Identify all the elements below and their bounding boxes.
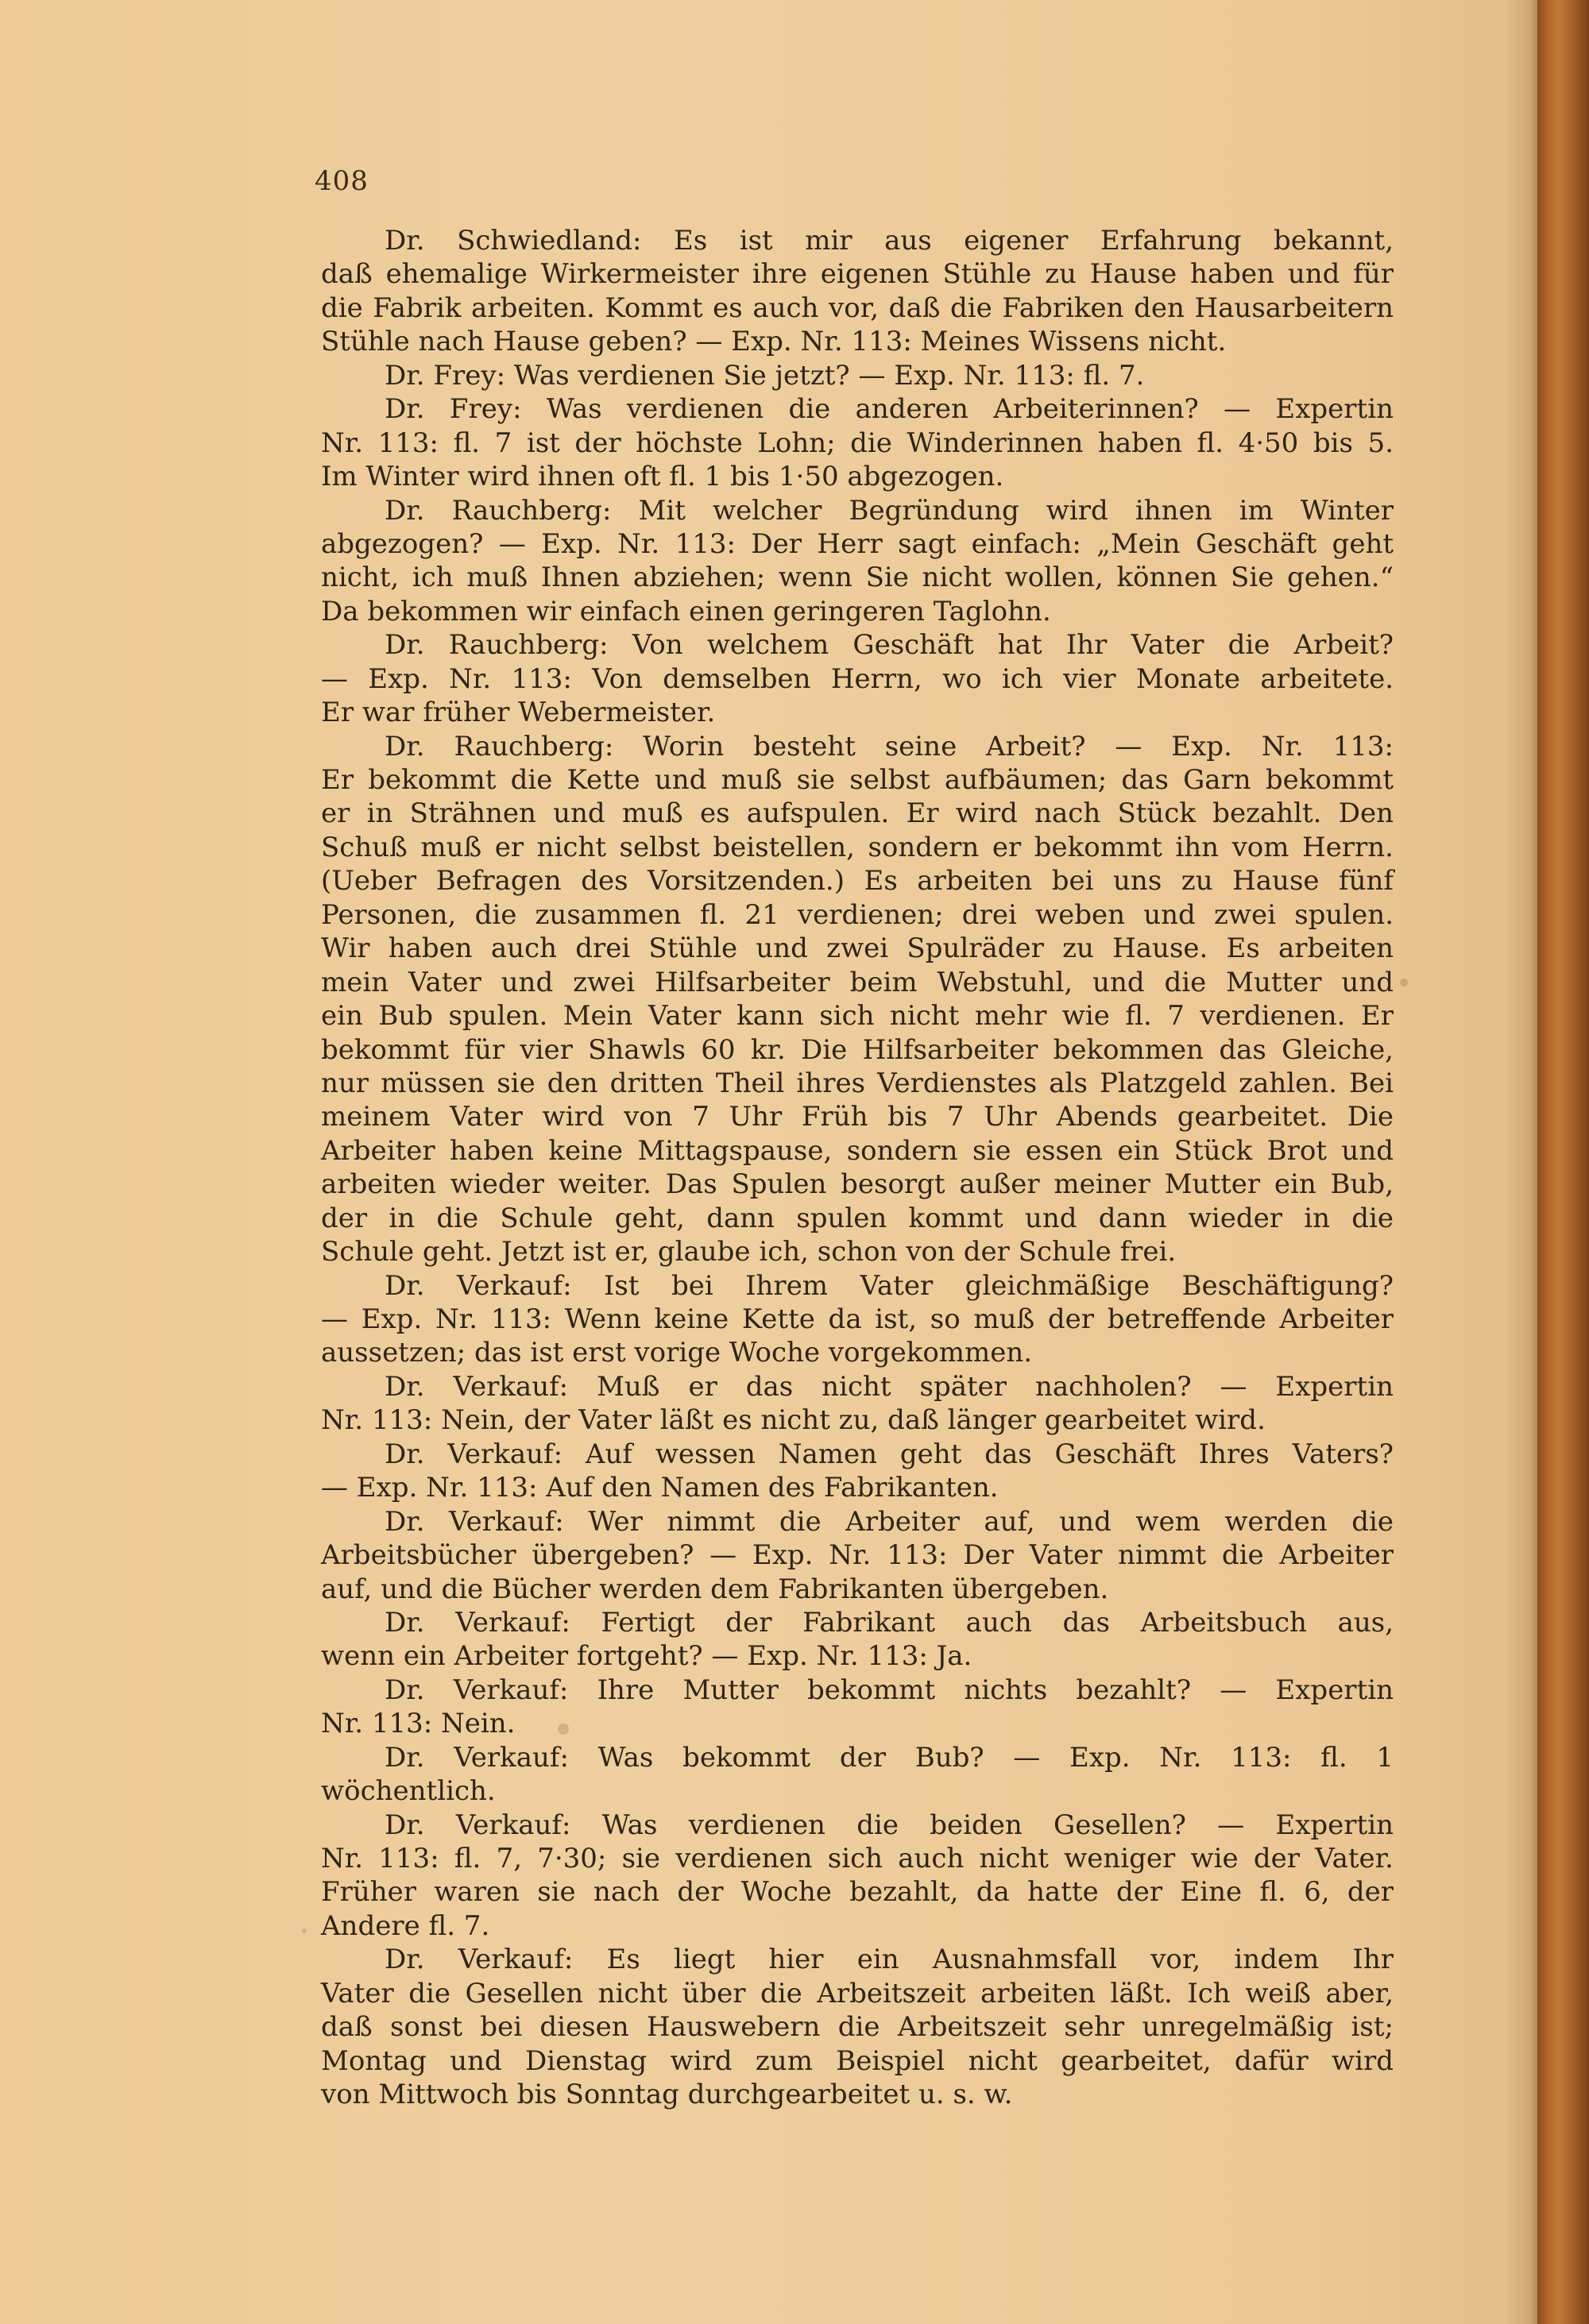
text-line: Stühle nach Hause geben? — Exp. Nr. 113: Meines Wissens nicht. (321, 326, 1227, 358)
text-line: die Fabrik arbeiten. Kommt es auch vor, daß die Fabriken den Hausarbeitern (321, 291, 1394, 324)
text-line: Nr. 113: Nein. (321, 1708, 516, 1740)
text-line: daß sonst bei diesen Hauswebern die Arbeitszeit sehr unregelmäßig ist; (321, 2011, 1394, 2044)
text-line: Dr. Verkauf: Muß er das nicht später nachholen? — Expertin (385, 1370, 1394, 1403)
text-line: Dr. Schwiedland: Es ist mir aus eigener Erfahrung bekannt, (385, 225, 1394, 257)
text-line: Dr. Verkauf: Wer nimmt die Arbeiter auf, und wem werden die (385, 1505, 1394, 1538)
text-line: — Exp. Nr. 113: Wenn keine Kette da ist, so muß der betreffende Arbeiter (321, 1303, 1394, 1335)
text-line: nicht, ich muß Ihnen abziehen; wenn Sie nicht wollen, können Sie gehen.“ (321, 562, 1394, 594)
page-number: 408 (315, 165, 369, 197)
text-line: Schule geht. Jetzt ist er, glaube ich, schon von der Schule frei. (321, 1236, 1177, 1268)
text-line: von Mittwoch bis Sonntag durchgearbeitet u. s. w. (321, 2079, 1013, 2111)
text-line: Schuß muß er nicht selbst beistellen, sondern er bekommt ihn vom Herrn. (321, 831, 1394, 863)
text-line: arbeiten wieder weiter. Das Spulen besorgt außer meiner Mutter ein Bub, (321, 1168, 1394, 1201)
text-line: er in Strähnen und muß es aufspulen. Er wird nach Stück bezahlt. Den (321, 797, 1394, 830)
text-line: meinem Vater wird von 7 Uhr Früh bis 7 Uhr Abends gearbeitet. Die (321, 1101, 1394, 1133)
text-line: wöchentlich. (321, 1775, 496, 1808)
text-line: Dr. Rauchberg: Mit welcher Begründung wird ihnen im Winter (385, 494, 1394, 527)
text-line: Wir haben auch drei Stühle und zwei Spulräder zu Hause. Es arbeiten (321, 932, 1394, 965)
text-line: ein Bub spulen. Mein Vater kann sich nicht mehr wie fl. 7 verdienen. Er (321, 1000, 1394, 1033)
text-line: — Exp. Nr. 113: Auf den Namen des Fabrikanten. (321, 1472, 999, 1504)
text-line: auf, und die Bücher werden dem Fabrikanten übergeben. (321, 1573, 1109, 1605)
text-line: Er war früher Webermeister. (321, 697, 716, 729)
text-line: Dr. Verkauf: Auf wessen Namen geht das Geschäft Ihres Vaters? (385, 1438, 1394, 1470)
text-line: Dr. Frey: Was verdienen Sie jetzt? — Exp. Nr. 113: fl. 7. (385, 359, 1145, 392)
text-line: Dr. Frey: Was verdienen die anderen Arbeiterinnen? — Expertin (385, 393, 1394, 426)
text-line: bekommt für vier Shawls 60 kr. Die Hilfsarbeiter bekommen das Gleiche, (321, 1033, 1394, 1066)
text-line: Nr. 113: fl. 7, 7·30; sie verdienen sich auch nicht weniger wie der Vater. (321, 1843, 1394, 1874)
text-line: Nr. 113: Nein, der Vater läßt es nicht zu, daß länger gearbeitet wird. (321, 1404, 1266, 1437)
text-line: Nr. 113: fl. 7 ist der höchste Lohn; die Winderinnen haben fl. 4·50 bis 5. (321, 427, 1394, 459)
text-line: wenn ein Arbeiter fortgeht? — Exp. Nr. 113: Ja. (321, 1640, 972, 1673)
text-line: mein Vater und zwei Hilfsarbeiter beim Webstuhl, und die Mutter und (321, 966, 1394, 998)
text-line: Er bekommt die Kette und muß sie selbst aufbäumen; das Garn bekommt (321, 764, 1394, 796)
text-line: Vater die Gesellen nicht über die Arbeitszeit arbeiten läßt. Ich weiß aber, (321, 1977, 1394, 2009)
text-line: Dr. Verkauf: Was bekommt der Bub? — Exp. Nr. 113: fl. 1 (385, 1741, 1394, 1774)
text-line: Personen, die zusammen fl. 21 verdienen; drei weben und zwei spulen. (321, 898, 1394, 931)
text-line: Dr. Verkauf: Fertigt der Fabrikant auch das Arbeitsbuch aus, (385, 1606, 1394, 1639)
text-line: aussetzen; das ist erst vorige Woche vorgekommen. (321, 1337, 1033, 1369)
text-line: daß ehemalige Wirkermeister ihre eigenen Stühle zu Hause haben und für (321, 258, 1394, 291)
text-line: Dr. Verkauf: Es liegt hier ein Ausnahmsfall vor, indem Ihr (385, 1944, 1394, 1976)
text-line: der in die Schule geht, dann spulen kommt und dann wieder in die (321, 1202, 1394, 1234)
text-line: Im Winter wird ihnen oft fl. 1 bis 1·50 abgezogen. (321, 461, 1004, 493)
text-line: nur müssen sie den dritten Theil ihres Verdienstes als Platzgeld zahlen. Bei (321, 1067, 1394, 1099)
text-line: Dr. Verkauf: Ist bei Ihrem Vater gleichmäßige Beschäftigung? (385, 1269, 1394, 1302)
text-line: Dr. Rauchberg: Worin besteht seine Arbeit? — Exp. Nr. 113: (385, 730, 1394, 762)
text-line: Da bekommen wir einfach einen geringeren Taglohn. (321, 595, 1051, 627)
book-cover-edge (1537, 0, 1589, 2324)
text-line: — Exp. Nr. 113: Von demselben Herrn, wo ich vier Monate arbeitete. (321, 662, 1394, 695)
text-line: Andere fl. 7. (321, 1909, 490, 1942)
text-line: Montag und Dienstag wird zum Beispiel nicht gearbeitet, dafür wird (321, 2044, 1394, 2077)
text-line: Früher waren sie nach der Woche bezahlt, da hatte der Eine fl. 6, der (321, 1876, 1394, 1909)
text-line: Dr. Verkauf: Was verdienen die beiden Gesellen? — Expertin (385, 1809, 1394, 1841)
text-line: Dr. Rauchberg: Von welchem Geschäft hat Ihr Vater die Arbeit? (385, 629, 1394, 662)
page-gutter-shadow (1506, 0, 1541, 2324)
paper-speck (302, 1928, 307, 1933)
paper-speck (1400, 979, 1408, 986)
text-line: abgezogen? — Exp. Nr. 113: Der Herr sagt einfach: „Mein Geschäft geht (321, 527, 1394, 560)
body-text (321, 224, 1394, 2112)
text-line: Arbeitsbücher übergeben? — Exp. Nr. 113: Der Vater nimmt die Arbeiter (321, 1539, 1394, 1572)
text-line: (Ueber Befragen des Vorsitzenden.) Es arbeiten bei uns zu Hause fünf (321, 865, 1394, 898)
text-line: Dr. Verkauf: Ihre Mutter bekommt nichts bezahlt? — Expertin (385, 1674, 1394, 1706)
text-line: Arbeiter haben keine Mittagspause, sondern sie essen ein Stück Brot und (321, 1134, 1394, 1167)
